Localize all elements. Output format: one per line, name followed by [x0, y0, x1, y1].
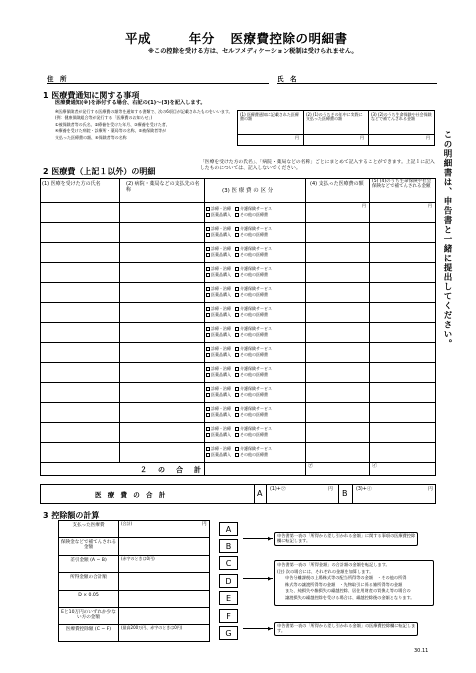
calc-label: 支払った医療費 — [72, 523, 105, 528]
checkbox-medicine[interactable] — [206, 373, 210, 377]
checkbox-care[interactable] — [235, 207, 239, 211]
section1-desc2: ※医療保険者が発行する医療費の額等を通知する書類で、次の6項目が記載されたものをいいます。 — [55, 108, 233, 114]
cat-care-label: 介護保険サービス — [240, 426, 272, 431]
checkbox-treatment[interactable] — [206, 227, 210, 231]
calc-amount-input[interactable] — [119, 556, 209, 571]
checkbox-care[interactable] — [235, 347, 239, 351]
cat-medicine-label: 医薬品購入 — [211, 372, 231, 377]
section2-total-input4[interactable] — [306, 463, 368, 475]
cat-care-label: 介護保険サービス — [240, 406, 272, 411]
checkbox-medicine[interactable] — [206, 393, 210, 397]
cat-medicine-label: 医薬品購入 — [211, 212, 231, 217]
section1-unit2: 円 — [360, 135, 364, 140]
checkbox-treatment[interactable] — [206, 447, 210, 451]
category-checkboxes[interactable] — [206, 326, 305, 339]
reimbursed-input[interactable] — [370, 443, 435, 461]
note-d3: 申告分離課税の上場株式等の配当所得等の金額 ・その他の所得 — [285, 575, 407, 580]
cat-care-label: 介護保険サービス — [240, 226, 272, 231]
cat-medicine-label: 医薬品購入 — [211, 452, 231, 457]
cat-care-label: 介護保険サービス — [240, 286, 272, 291]
checkbox-other[interactable] — [235, 413, 239, 417]
cat-care-label: 介護保険サービス — [240, 266, 272, 271]
cat-other-label: その他の医療費 — [240, 432, 268, 437]
side-note: この明細書は、申告書と一緒に提出してください。 — [442, 130, 452, 349]
medical-total-label: 医 療 費 の 合 計 — [95, 491, 168, 499]
calc-note: (最高200万円、赤字のときは0円) — [121, 625, 183, 631]
section1-desc4: ①被保険者等の氏名、②療養を受けた年月、③療養を受けた者、 — [55, 121, 170, 127]
patient-name-input[interactable] — [41, 363, 118, 381]
checkbox-care[interactable] — [235, 407, 239, 411]
calc-amount-input[interactable] — [119, 521, 209, 536]
cat-other-label: その他の医療費 — [240, 252, 268, 257]
total-a-formula: (1)+㋐ — [270, 487, 286, 492]
footer-code: 30.11 — [414, 648, 429, 654]
checkbox-care[interactable] — [235, 367, 239, 371]
checkbox-medicine[interactable] — [206, 353, 210, 357]
cat-treatment-label: 診療・治療 — [211, 346, 231, 351]
section2-total-mark4: ㋐ — [308, 463, 314, 469]
reimbursed-input[interactable] — [370, 203, 435, 221]
payee-name-input[interactable] — [120, 403, 203, 421]
calc-amount-input[interactable] — [119, 608, 209, 623]
calc-letter: C — [219, 556, 238, 570]
cat-treatment-label: 診療・治療 — [211, 306, 231, 311]
checkbox-care[interactable] — [235, 247, 239, 251]
checkbox-care[interactable] — [235, 307, 239, 311]
checkbox-medicine[interactable] — [206, 333, 210, 337]
calc-unit: 円 — [202, 522, 207, 527]
section2-col1: (1) 医療を受けた方の氏名 — [42, 181, 101, 187]
section1-input3[interactable] — [369, 135, 434, 145]
note-d5: また、純損失や雑損失の繰越控除、居住用財産の買換え等の場合の — [285, 588, 411, 593]
checkbox-treatment[interactable] — [206, 367, 210, 371]
category-checkboxes[interactable] — [206, 306, 305, 319]
checkbox-treatment[interactable] — [206, 347, 210, 351]
section2-col3: (3) 医 療 費 の 区 分 — [222, 188, 274, 194]
section2-note: 「医療を受けた方の氏名」、「病院・薬局などの名称」ごとにまとめて記入することができます。上記１に記入したものについては、記入しないでください。 — [200, 160, 435, 171]
cat-medicine-label: 医薬品購入 — [211, 392, 231, 397]
checkbox-medicine[interactable] — [206, 293, 210, 297]
total-b-unit: 円 — [428, 487, 433, 492]
reimbursed-input[interactable] — [370, 363, 435, 381]
payee-name-input[interactable] — [120, 423, 203, 441]
amount-paid-input[interactable] — [306, 363, 368, 381]
note-d — [277, 562, 433, 601]
checkbox-other[interactable] — [235, 213, 239, 217]
payee-name-input[interactable] — [120, 303, 203, 321]
note-ab-arrowhead: ▶ — [268, 535, 272, 542]
section2-total-input5[interactable] — [370, 463, 435, 475]
section2-unit4: 円 — [362, 203, 366, 208]
amount-paid-input[interactable] — [306, 343, 368, 361]
section2-total-mark5: ㋑ — [372, 463, 378, 469]
amount-paid-input[interactable] — [306, 223, 368, 241]
checkbox-medicine[interactable] — [206, 453, 210, 457]
cat-other-label: その他の医療費 — [240, 212, 268, 217]
checkbox-treatment[interactable] — [206, 427, 210, 431]
patient-name-input[interactable] — [41, 343, 118, 361]
note-g: 申告書第一表の「所得から差し引かれる金額」の医療費控除欄に転記します。 — [277, 623, 416, 633]
patient-name-input[interactable] — [41, 403, 118, 421]
reimbursed-input[interactable] — [370, 283, 435, 301]
section1-desc3: (例：健康保険組合等が発行する「医療費のお知らせ」) — [55, 115, 152, 121]
checkbox-treatment[interactable] — [206, 287, 210, 291]
payee-name-input[interactable] — [120, 223, 203, 241]
category-checkboxes[interactable] — [206, 346, 305, 359]
checkbox-care[interactable] — [235, 227, 239, 231]
checkbox-other[interactable] — [235, 373, 239, 377]
reimbursed-input[interactable] — [370, 343, 435, 361]
cat-other-label: その他の医療費 — [240, 312, 268, 317]
payee-name-input[interactable] — [120, 363, 203, 381]
cat-medicine-label: 医薬品購入 — [211, 232, 231, 237]
cat-treatment-label: 診療・治療 — [211, 446, 231, 451]
calc-note: (合計) — [121, 521, 133, 526]
form-title — [125, 29, 347, 47]
cat-other-label: その他の医療費 — [240, 392, 268, 397]
header-note: ※この控除を受ける方は、セルフメディケーション税制は受けられません。 — [148, 48, 358, 55]
category-checkboxes[interactable] — [206, 426, 305, 439]
calc-letter: B — [219, 539, 238, 553]
category-checkboxes[interactable] — [206, 386, 305, 399]
payee-name-input[interactable] — [120, 443, 203, 461]
calc-amount-input[interactable] — [119, 625, 209, 640]
cat-treatment-label: 診療・治療 — [211, 286, 231, 291]
era-label: 平成 — [125, 31, 152, 46]
amount-paid-input[interactable] — [306, 283, 368, 301]
category-checkboxes[interactable] — [206, 406, 305, 419]
section2-heading: 2 医療費（上記１以外）の明細 — [43, 167, 156, 176]
calc-label: D × 0.05 — [78, 592, 99, 598]
cat-other-label: その他の医療費 — [240, 292, 268, 297]
note-d6: 譲渡損失の繰越控除を受ける場合は、繰越控除後の金額となります。 — [285, 594, 415, 600]
amount-paid-input[interactable] — [306, 303, 368, 321]
amount-paid-input[interactable] — [306, 383, 368, 401]
payee-name-input[interactable] — [120, 383, 203, 401]
calc-label: 医療費控除額 (C − F) — [65, 627, 112, 633]
reimbursed-input[interactable] — [370, 403, 435, 421]
cat-other-label: その他の医療費 — [240, 232, 268, 237]
cat-treatment-label: 診療・治療 — [211, 326, 231, 331]
checkbox-other[interactable] — [235, 253, 239, 257]
checkbox-treatment[interactable] — [206, 387, 210, 391]
category-checkboxes[interactable] — [206, 206, 305, 219]
patient-name-input[interactable] — [41, 263, 118, 281]
amount-paid-input[interactable] — [306, 423, 368, 441]
checkbox-medicine[interactable] — [206, 213, 210, 217]
checkbox-medicine[interactable] — [206, 313, 210, 317]
cat-care-label: 介護保険サービス — [240, 206, 272, 211]
cat-medicine-label: 医薬品購入 — [211, 412, 231, 417]
reimbursed-input[interactable] — [370, 383, 435, 401]
reimbursed-input[interactable] — [370, 423, 435, 441]
calc-amount-input[interactable] — [119, 573, 209, 588]
checkbox-other[interactable] — [235, 353, 239, 357]
amount-paid-input[interactable] — [306, 443, 368, 461]
cat-care-label: 介護保険サービス — [240, 306, 272, 311]
cat-medicine-label: 医薬品購入 — [211, 432, 231, 437]
patient-name-input[interactable] — [41, 223, 118, 241]
cat-care-label: 介護保険サービス — [240, 366, 272, 371]
note-ab: 申告書第一表の「所得から差し引かれる金額」に関する事項の医療費控除欄に転記します。 — [277, 533, 416, 543]
payee-name-input[interactable] — [120, 203, 203, 221]
cat-medicine-label: 医薬品購入 — [211, 332, 231, 337]
section1-desc — [55, 101, 235, 140]
cat-other-label: その他の医療費 — [240, 412, 268, 417]
calc-letter: D — [219, 574, 238, 588]
cat-treatment-label: 診療・治療 — [211, 386, 231, 391]
calc-label: 保険金などで補てんされる金額 — [60, 540, 117, 551]
cat-medicine-label: 医薬品購入 — [211, 252, 231, 257]
amount-paid-input[interactable] — [306, 203, 368, 221]
cat-other-label: その他の医療費 — [240, 332, 268, 337]
section1-input2[interactable] — [304, 135, 367, 145]
total-b-input[interactable] — [353, 485, 435, 503]
checkbox-other[interactable] — [235, 433, 239, 437]
checkbox-medicine[interactable] — [206, 413, 210, 417]
reimbursed-input[interactable] — [370, 303, 435, 321]
section1-unit3: 円 — [426, 135, 430, 140]
calc-letter: F — [219, 609, 238, 623]
amount-paid-input[interactable] — [306, 323, 368, 341]
note-d1: 申告書第一表の「所得金額」の合計額の金額を転記します。 — [277, 562, 390, 567]
patient-name-input[interactable] — [41, 283, 118, 301]
cat-treatment-label: 診療・治療 — [211, 366, 231, 371]
checkbox-medicine[interactable] — [206, 433, 210, 437]
cat-other-label: その他の医療費 — [240, 372, 268, 377]
calc-letter: E — [219, 591, 238, 605]
checkbox-other[interactable] — [235, 313, 239, 317]
cat-other-label: その他の医療費 — [240, 452, 268, 457]
checkbox-care[interactable] — [235, 387, 239, 391]
calc-amount-input[interactable] — [119, 591, 209, 606]
calc-note: (赤字のときは0円) — [121, 555, 155, 561]
category-checkboxes[interactable] — [206, 286, 305, 299]
amount-paid-input[interactable] — [306, 403, 368, 421]
checkbox-other[interactable] — [235, 333, 239, 337]
patient-name-input[interactable] — [41, 243, 118, 261]
cat-treatment-label: 診療・治療 — [211, 406, 231, 411]
payee-name-input[interactable] — [120, 343, 203, 361]
checkbox-treatment[interactable] — [206, 247, 210, 251]
checkbox-other[interactable] — [235, 273, 239, 277]
section2-col2: (2) 病院・薬局などの支払先の名称 — [126, 181, 200, 193]
note-d-arrowhead: ▶ — [268, 575, 272, 582]
category-checkboxes[interactable] — [206, 266, 305, 279]
patient-name-input[interactable] — [41, 303, 118, 321]
section1-col2: (2) (1)のうちその年中に実際に支払った医療費の額 — [306, 112, 363, 122]
name-field[interactable] — [277, 83, 437, 84]
section2-col4: (4) 支払った医療費の額 — [310, 181, 364, 187]
cat-treatment-label: 診療・治療 — [211, 246, 231, 251]
cat-treatment-label: 診療・治療 — [211, 226, 231, 231]
cat-treatment-label: 診療・治療 — [211, 426, 231, 431]
reimbursed-input[interactable] — [370, 223, 435, 241]
payee-name-input[interactable] — [120, 323, 203, 341]
cat-medicine-label: 医薬品購入 — [211, 292, 231, 297]
payee-name-input[interactable] — [120, 263, 203, 281]
section2-unit5: 円 — [428, 203, 432, 208]
section2-col5: (5) (4)のうち生命保険や社会保険などで補てんされる金額 — [372, 179, 432, 189]
checkbox-medicine[interactable] — [206, 253, 210, 257]
checkbox-care[interactable] — [235, 447, 239, 451]
category-checkboxes[interactable] — [206, 366, 305, 379]
cat-other-label: その他の医療費 — [240, 272, 268, 277]
total-b-letter: B — [342, 489, 348, 498]
section1-col3: (3) (2)のうち生命保険や社会保険などで補てんされる金額 — [371, 112, 432, 122]
amount-paid-input[interactable] — [306, 243, 368, 261]
note-d4: 株式等の譲渡所得等の金額 ・先物取引に係る雑所得等の金額 — [285, 581, 403, 587]
patient-name-input[interactable] — [41, 423, 118, 441]
category-checkboxes[interactable] — [206, 226, 305, 239]
section1-col1: (1) 医療費通知に記載された医療費の額 — [240, 112, 299, 122]
checkbox-other[interactable] — [235, 293, 239, 297]
category-checkboxes[interactable] — [206, 246, 305, 259]
cat-care-label: 介護保険サービス — [240, 326, 272, 331]
checkbox-other[interactable] — [235, 393, 239, 397]
checkbox-treatment[interactable] — [206, 307, 210, 311]
total-a-unit: 円 — [328, 487, 333, 492]
checkbox-care[interactable] — [235, 327, 239, 331]
checkbox-medicine[interactable] — [206, 273, 210, 277]
calc-label: Eと10万円のいずれか少ない方の金額 — [61, 610, 116, 621]
total-a-input[interactable] — [267, 485, 337, 503]
patient-name-input[interactable] — [41, 323, 118, 341]
reimbursed-input[interactable] — [370, 263, 435, 281]
cat-treatment-label: 診療・治療 — [211, 266, 231, 271]
calc-letter: G — [219, 626, 238, 640]
reimbursed-input[interactable] — [370, 243, 435, 261]
form-title-text: 医療費控除の明細書 — [230, 31, 348, 46]
address-label: 住 所 — [47, 75, 67, 83]
calc-letter: A — [219, 522, 238, 536]
cat-care-label: 介護保険サービス — [240, 246, 272, 251]
name-label: 氏 名 — [277, 75, 297, 83]
note-g-arrowhead: ▶ — [268, 625, 272, 632]
checkbox-medicine[interactable] — [206, 233, 210, 237]
cat-other-label: その他の医療費 — [240, 352, 268, 357]
checkbox-care[interactable] — [235, 287, 239, 291]
section1-input1[interactable] — [238, 135, 302, 145]
section3-heading: 3 控除額の計算 — [43, 511, 100, 520]
cat-care-label: 介護保険サービス — [240, 386, 272, 391]
total-b-formula: (3)+㋑ — [356, 487, 372, 492]
checkbox-other[interactable] — [235, 233, 239, 237]
calc-label: 所得金額の合計額 — [70, 575, 107, 581]
checkbox-care[interactable] — [235, 427, 239, 431]
cat-medicine-label: 医薬品購入 — [211, 352, 231, 357]
section2-total-label: ２ の 合 計 — [140, 466, 203, 474]
amount-paid-input[interactable] — [306, 263, 368, 281]
calc-amount-input[interactable] — [119, 538, 209, 553]
total-a-letter: A — [257, 489, 263, 498]
cat-medicine-label: 医薬品購入 — [211, 272, 231, 277]
calc-label: 差引金額 (A − B) — [70, 557, 107, 563]
reimbursed-input[interactable] — [370, 323, 435, 341]
section1-desc5: ④療養を受けた病院・診療所・薬局等の名称、⑤被保険者等が — [55, 128, 167, 134]
cat-care-label: 介護保険サービス — [240, 346, 272, 351]
section1-heading: 1 医療費通知に関する事項 — [43, 91, 140, 100]
checkbox-treatment[interactable] — [206, 267, 210, 271]
section1-unit1: 円 — [295, 135, 299, 140]
address-field[interactable] — [47, 83, 269, 84]
patient-name-input[interactable] — [41, 203, 118, 221]
checkbox-care[interactable] — [235, 267, 239, 271]
category-checkboxes[interactable] — [206, 446, 305, 459]
checkbox-other[interactable] — [235, 453, 239, 457]
section1-desc6: 支払った医療費の額、⑥保険者等の名称 — [55, 134, 127, 140]
year-suffix: 年分 — [188, 31, 215, 46]
checkbox-treatment[interactable] — [206, 327, 210, 331]
note-d2: (注) 次の場合には、それぞれの金額を加算します。 — [277, 568, 374, 574]
section1-desc1: 医療費通知(※)を添付する場合、右記の(1)〜(3)を記入します。 — [55, 100, 206, 106]
payee-name-input[interactable] — [120, 283, 203, 301]
cat-medicine-label: 医薬品購入 — [211, 312, 231, 317]
patient-name-input[interactable] — [41, 383, 118, 401]
checkbox-treatment[interactable] — [206, 407, 210, 411]
cat-treatment-label: 診療・治療 — [211, 206, 231, 211]
cat-care-label: 介護保険サービス — [240, 446, 272, 451]
payee-name-input[interactable] — [120, 243, 203, 261]
checkbox-treatment[interactable] — [206, 207, 210, 211]
patient-name-input[interactable] — [41, 443, 118, 461]
